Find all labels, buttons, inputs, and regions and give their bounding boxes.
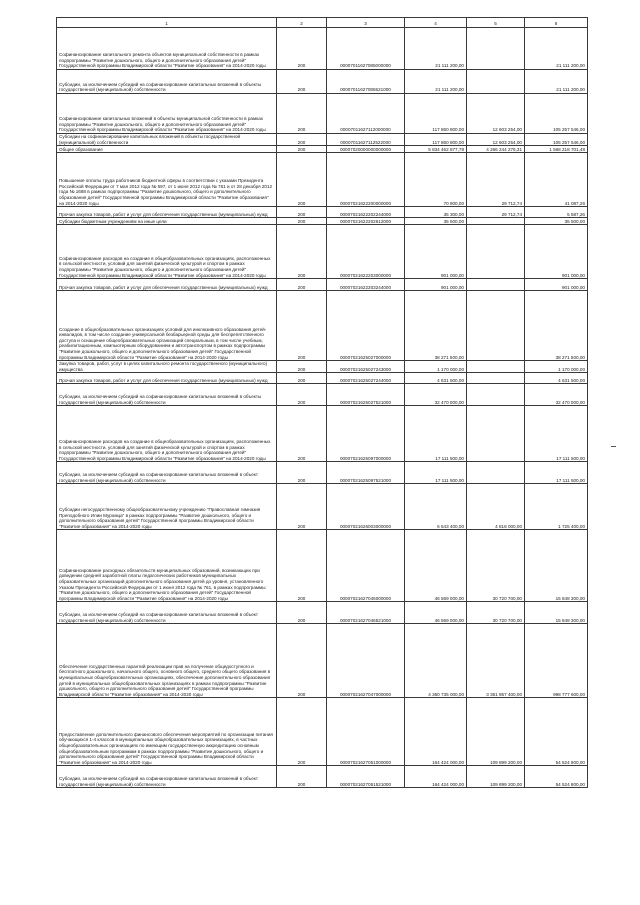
row-amount-executed-cell: 109 899 200,00: [467, 766, 525, 788]
row-number-cell: 200: [277, 361, 327, 373]
table-row: [57, 28, 588, 70]
table-row: [57, 146, 588, 153]
table-row: [57, 279, 588, 291]
row-amount-planned-cell: 21 111 200,00: [405, 28, 467, 70]
row-name-cell: Общее образование: [57, 146, 277, 153]
row-name-cell: Субсидии, за исключением субсидий на софинансирование капитальных вложений в объект государственной (муниципальной) собственности: [57, 602, 277, 624]
table-row: [57, 207, 588, 218]
row-code-cell: 00007011627085521000: [327, 70, 405, 94]
row-amount-planned-cell: 38 271 500,00: [405, 291, 467, 361]
header-cell: 1: [57, 18, 277, 28]
row-amount-planned-cell: 117 860 800,00: [405, 94, 467, 134]
row-number-cell: 200: [277, 134, 327, 146]
row-amount-executed-cell: 30 720 700,00: [467, 530, 525, 602]
row-amount-planned-cell: 17 111 500,00: [405, 462, 467, 484]
row-number-cell: 200: [277, 225, 327, 279]
row-amount-planned-cell: 35 300,00: [405, 207, 467, 218]
table-row: [57, 134, 588, 146]
row-code-cell: 00007011627085000000: [327, 28, 405, 70]
row-code-cell: 00007021627047000000: [327, 624, 405, 698]
row-code-cell: 00007021627051521000: [327, 766, 405, 788]
row-code-cell: 00007021622203244000: [327, 279, 405, 291]
row-name-cell: Повышение оплаты труда работников бюджетной сферы в соответствии с указами Президента Российской Федерации от 7 мая 2012 года № 597, от 1 июня 2012 года № 761 и от 28 декабря 2012 года № 1688 в рамках подпрограммы "Развитие дошкольного, общего и дополнительного образования детей" Государственной программы Владимирской области "Развитие образования" на 2014-2020 годы: [57, 153, 277, 207]
row-amount-balance-cell: 38 271 500,00: [525, 291, 588, 361]
row-amount-balance-cell: 1 725 400,00: [525, 484, 588, 530]
row-amount-executed-cell: 30 720 700,00: [467, 602, 525, 624]
row-amount-planned-cell: 70 800,00: [405, 153, 467, 207]
row-amount-balance-cell: 32 470 000,00: [525, 384, 588, 406]
row-name-cell: Субсидии бюджетным учреждениям на иные цели: [57, 218, 277, 225]
row-amount-balance-cell: 901 000,00: [525, 225, 588, 279]
row-number-cell: 200: [277, 462, 327, 484]
row-amount-balance-cell: 105 257 546,00: [525, 94, 588, 134]
row-amount-balance-cell: 15 848 300,00: [525, 602, 588, 624]
row-code-cell: 00007021625097521000: [327, 462, 405, 484]
row-code-cell: 00007021627046521000: [327, 602, 405, 624]
row-code-cell: 00007021622200000000: [327, 153, 405, 207]
row-name-cell: Софинансирование капитальных вложений в объекты муниципальной собственности в рамках подпрограммы "Развитие дошкольного, общего и дополнительного образования детей" Государственной программы Владимирской области "Развитие образования" на 2014-2020 годы: [57, 94, 277, 134]
row-name-cell: Создание в общеобразовательных организациях условий для инклюзивного образования детей-инвалидов, в том числе создание универсальной безбарьерной среды для беспрепятственного доступа и оснащение общеобразовательных организаций специальным, в том числе учебным, реабилитационным, компьютерным оборудованием и автотранспортом в рамках подпрограммы "Развитие дошкольного, общего и дополнительного образования детей" Государственной программы Владимирской области "Развитие образования" на 2014-2020 годы: [57, 291, 277, 361]
row-amount-balance-cell: 15 848 300,00: [525, 530, 588, 602]
row-name-cell: Прочая закупка товаров, работ и услуг для обеспечения государственных (муниципальных) нужд: [57, 207, 277, 218]
row-code-cell: 00007011627112000000: [327, 94, 405, 134]
row-name-cell: Обеспечение государственных гарантий реализации прав на получение общедоступного и бесплатного дошкольного, начального общего, основного общего, среднего общего образования в муниципальных общеобразовательных организациях, обеспечение дополнительного образования детей в муниципальных общеобразовательных организациях в рамках подпрограммы "Развитие дошкольного, общего и дополнительного образования детей" Государственной программы Владимирской области "Развитие образования" на 2014-2020 годы: [57, 624, 277, 698]
table-row: [57, 361, 588, 373]
row-number-cell: 200: [277, 384, 327, 406]
row-number-cell: 200: [277, 406, 327, 462]
row-number-cell: 200: [277, 766, 327, 788]
row-name-cell: Субсидии, за исключением субсидий на софинансирование капитальных вложений в объект государственной (муниципальной) собственности: [57, 766, 277, 788]
row-name-cell: Софинансирование расходов на создание в общеобразовательных организациях, расположенных в сельской местности, условий для занятий физической культурой и спортом в рамках подпрограммы "Развитие дошкольного, общего и дополнительного образования детей" Государственной программы Владимирской области "Развитие образования" на 2014-2020 годы: [57, 406, 277, 462]
row-amount-planned-cell: 4 360 735 000,00: [405, 624, 467, 698]
table-row: [57, 291, 588, 361]
row-number-cell: 200: [277, 602, 327, 624]
row-amount-executed-cell: 109 899 200,00: [467, 698, 525, 766]
row-name-cell: Субсидии на софинансирование капитальных вложений в объекты государственной (муниципальной) собственности: [57, 134, 277, 146]
row-code-cell: 00007021626003000000: [327, 484, 405, 530]
row-amount-executed-cell: [467, 384, 525, 406]
row-amount-balance-cell: 17 111 500,00: [525, 462, 588, 484]
row-amount-executed-cell: 4 818 000,00: [467, 484, 525, 530]
table-row: [57, 698, 588, 766]
row-code-cell: 00007021625027244000: [327, 373, 405, 384]
row-amount-balance-cell: 998 777 600,00: [525, 624, 588, 698]
row-amount-balance-cell: 5 587,26: [525, 207, 588, 218]
header-cell: 3: [327, 18, 405, 28]
table-row: [57, 766, 588, 788]
table-row: [57, 530, 588, 602]
row-amount-executed-cell: [467, 462, 525, 484]
row-amount-balance-cell: 17 111 500,00: [525, 406, 588, 462]
row-name-cell: Прочая закупка товаров, работ и услуг для обеспечения государственных (муниципальных) нужд: [57, 373, 277, 384]
table-row: [57, 70, 588, 94]
row-amount-executed-cell: 29 712,74: [467, 207, 525, 218]
table-row: [57, 153, 588, 207]
row-amount-planned-cell: 32 470 000,00: [405, 384, 467, 406]
row-amount-planned-cell: 6 543 400,00: [405, 484, 467, 530]
table-row: [57, 384, 588, 406]
row-amount-planned-cell: 17 111 500,00: [405, 406, 467, 462]
row-amount-planned-cell: 117 860 800,00: [405, 134, 467, 146]
row-number-cell: 200: [277, 484, 327, 530]
row-name-cell: Прочая закупка товаров, работ и услуг для обеспечения государственных (муниципальных) нужд: [57, 279, 277, 291]
row-name-cell: Субсидии негосударственному общеобразовательному учреждению "Православная гимназия Преподобного Илии Муромца" в рамках подпрограммы "Развитие дошкольного, общего и дополнительного образования детей" Государственной программы Владимирской области "Развитие образования" на 2014-2020 годы: [57, 484, 277, 530]
row-number-cell: 200: [277, 146, 327, 153]
row-amount-balance-cell: 4 631 500,00: [525, 373, 588, 384]
row-code-cell: 00007011627112522000: [327, 134, 405, 146]
header-cell: 6: [525, 18, 588, 28]
row-code-cell: 00007021622202244000: [327, 207, 405, 218]
table-row: [57, 225, 588, 279]
margin-mark: [611, 446, 616, 447]
row-amount-executed-cell: 4 266 244 276,31: [467, 146, 525, 153]
row-number-cell: 200: [277, 153, 327, 207]
row-amount-balance-cell: 35 500,00: [525, 218, 588, 225]
row-amount-planned-cell: 164 424 000,00: [405, 698, 467, 766]
row-amount-balance-cell: 1 170 000,00: [525, 361, 588, 373]
row-amount-planned-cell: 901 000,00: [405, 279, 467, 291]
header-cell: 2: [277, 18, 327, 28]
row-amount-executed-cell: 3 361 957 400,00: [467, 624, 525, 698]
row-number-cell: 200: [277, 218, 327, 225]
table-row: [57, 484, 588, 530]
row-amount-executed-cell: [467, 361, 525, 373]
budget-execution-table: [56, 17, 588, 788]
row-amount-balance-cell: 54 524 800,00: [525, 698, 588, 766]
row-code-cell: 00007021625097000000: [327, 406, 405, 462]
row-name-cell: Субсидии, за исключением субсидий на софинансирование капитальных вложений в объекты государственной (муниципальной) собственности: [57, 70, 277, 94]
row-amount-planned-cell: 1 170 000,00: [405, 361, 467, 373]
row-code-cell: 00007021625027000000: [327, 291, 405, 361]
row-amount-planned-cell: 4 631 500,00: [405, 373, 467, 384]
row-name-cell: Софинансирование капитального ремонта объектов муниципальной собственности в рамках подпрограммы "Развитие дошкольного, общего и дополнительного образования детей" Государственной программы Владимирской области "Развитие образования" на 2014-2020 годы: [57, 28, 277, 70]
row-number-cell: 200: [277, 70, 327, 94]
row-amount-executed-cell: 12 603 254,00: [467, 134, 525, 146]
row-amount-balance-cell: 105 257 546,00: [525, 134, 588, 146]
row-number-cell: 200: [277, 530, 327, 602]
row-amount-executed-cell: 12 603 254,00: [467, 94, 525, 134]
row-amount-executed-cell: [467, 70, 525, 94]
row-amount-balance-cell: 54 524 800,00: [525, 766, 588, 788]
table-body: [57, 18, 588, 788]
row-number-cell: 200: [277, 698, 327, 766]
row-code-cell: 00007021625027521000: [327, 384, 405, 406]
row-number-cell: 200: [277, 279, 327, 291]
table-row: [57, 624, 588, 698]
row-amount-planned-cell: 46 569 000,00: [405, 530, 467, 602]
row-number-cell: 200: [277, 624, 327, 698]
row-amount-planned-cell: 901 000,00: [405, 225, 467, 279]
row-number-cell: 200: [277, 373, 327, 384]
row-name-cell: Предоставление дополнительного финансового обеспечения мероприятий по организации питания обучающихся 1-4 классов в муниципальных общеобразовательных организациях, в частных общеобразовательных организациях по имеющим государственную аккредитацию основным общеобразовательным программам в рамках подпрограммы "Развитие дошкольного, общего и дополнительного образования детей" Государственной программы Владимирской области "Развитие образования" на 2014-2020 годы: [57, 698, 277, 766]
row-amount-executed-cell: [467, 28, 525, 70]
header-row: [57, 18, 588, 28]
table-row: [57, 462, 588, 484]
row-amount-executed-cell: [467, 406, 525, 462]
row-amount-balance-cell: 901 000,00: [525, 279, 588, 291]
header-cell: 4: [405, 18, 467, 28]
row-amount-planned-cell: 5 834 462 877,79: [405, 146, 467, 153]
row-number-cell: 200: [277, 28, 327, 70]
row-number-cell: 200: [277, 94, 327, 134]
row-amount-planned-cell: 21 111 200,00: [405, 70, 467, 94]
row-name-cell: Софинансирование расходов на создание в общеобразовательных организациях, расположенных в сельской местности, условий для занятий физической культурой и спортом в рамках подпрограммы "Развитие дошкольного, общего и дополнительного образования детей" Государственной программы Владимирской области "Развитие образования" на 2014-2020 годы: [57, 225, 277, 279]
header-cell: 5: [467, 18, 525, 28]
row-amount-executed-cell: 29 712,74: [467, 153, 525, 207]
table-row: [57, 94, 588, 134]
table-row: [57, 218, 588, 225]
row-amount-planned-cell: 164 424 000,00: [405, 766, 467, 788]
row-amount-planned-cell: 35 500,00: [405, 218, 467, 225]
row-code-cell: 00007021627051000000: [327, 698, 405, 766]
row-name-cell: Субсидии, за исключением субсидий на софинансирование капитальных вложений в объект государственной (муниципальной) собственности: [57, 462, 277, 484]
row-number-cell: 200: [277, 291, 327, 361]
row-amount-executed-cell: [467, 279, 525, 291]
row-code-cell: 00007021625027243000: [327, 361, 405, 373]
row-code-cell: 00007020000000000000: [327, 146, 405, 153]
row-number-cell: 200: [277, 207, 327, 218]
row-amount-executed-cell: [467, 225, 525, 279]
row-name-cell: Закупка товаров, работ, услуг в целях капитального ремонта государственного (муниципального) имущества: [57, 361, 277, 373]
row-amount-balance-cell: 21 111 200,00: [525, 28, 588, 70]
table-row: [57, 406, 588, 462]
row-amount-executed-cell: [467, 373, 525, 384]
row-code-cell: 00007021627046000000: [327, 530, 405, 602]
row-name-cell: Софинансирование расходных обязательств муниципальных образований, возникающих при доведении средней заработной платы педагогических работников муниципальных образовательных организаций дополнительного образования детей до уровня, установленного Указом Президента Российской Федерации от 1 июня 2012 года № 761, в рамках подпрограммы "Развитие дошкольного, общего и дополнительного образования детей" Государственной программы Владимирской области "Развитие образования" на 2014-2020 годы: [57, 530, 277, 602]
row-amount-planned-cell: 46 569 000,00: [405, 602, 467, 624]
row-code-cell: 00007021622202612000: [327, 218, 405, 225]
row-amount-balance-cell: 41 087,26: [525, 153, 588, 207]
row-name-cell: Субсидии, за исключением субсидий на софинансирование капитальных вложений в объекты государственной (муниципальной) собственности: [57, 384, 277, 406]
row-amount-executed-cell: [467, 218, 525, 225]
row-amount-executed-cell: [467, 291, 525, 361]
row-amount-balance-cell: 21 111 200,00: [525, 70, 588, 94]
table-row: [57, 602, 588, 624]
table-row: [57, 373, 588, 384]
row-code-cell: 00007021622203000000: [327, 225, 405, 279]
row-amount-balance-cell: 1 568 218 701,48: [525, 146, 588, 153]
